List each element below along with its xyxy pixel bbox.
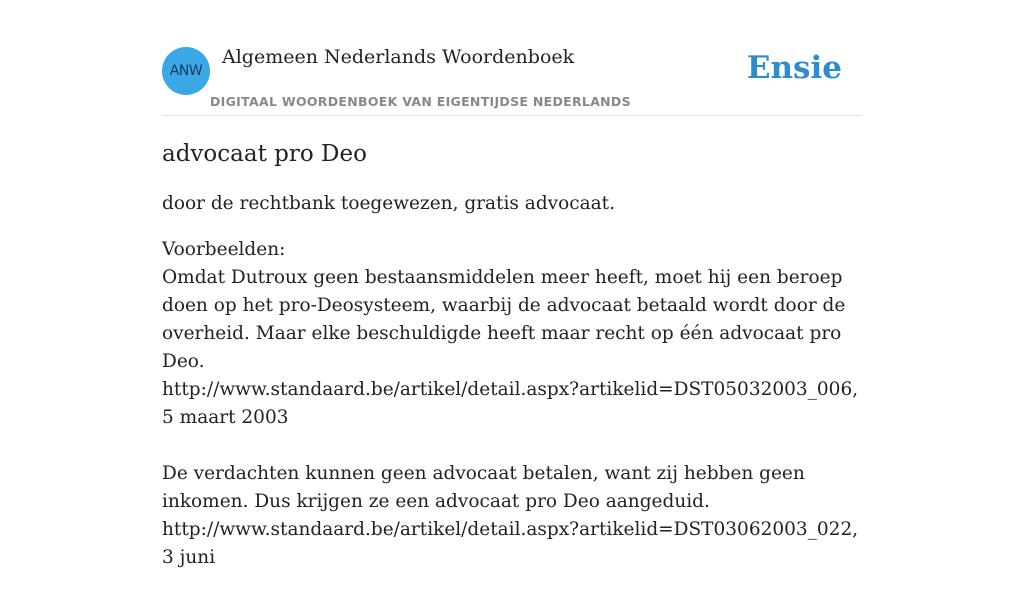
anw-logo[interactable]: ANW: [162, 47, 210, 95]
example-source: http://www.standaard.be/artikel/detail.aspx?artikelid=DST05032003_006, 5 maart 2003: [162, 379, 859, 428]
example-item: [162, 264, 874, 432]
site-subtitle: DIGITAAL WOORDENBOEK VAN EIGENTIJDSE NEDERLANDS: [210, 94, 631, 109]
example-text: De verdachten kunnen geen advocaat betalen, want zij hebben geen inkomen. Dus krijgen ze een advocaat pro Deo aangeduid.: [162, 463, 805, 512]
example-text: Omdat Dutroux geen bestaansmiddelen meer heeft, moet hij een beroep doen op het pro-Deosysteem, waarbij de advocaat betaald wordt door de overheid. Maar elke beschuldigde heeft maar recht op één advocaat pro Deo.: [162, 267, 846, 372]
entry-term: advocaat pro Deo: [162, 141, 367, 167]
examples-section: [162, 236, 874, 572]
ensie-brand-logo[interactable]: Ensie: [746, 50, 842, 86]
example-source: http://www.standaard.be/artikel/detail.aspx?artikelid=DST03062003_022, 3 juni: [162, 519, 859, 568]
examples-label: Voorbeelden:: [162, 239, 286, 260]
entry-content: [162, 138, 874, 600]
site-title[interactable]: Algemeen Nederlands Woordenboek: [222, 46, 575, 68]
entry-definition: door de rechtbank toegewezen, gratis advocaat.: [162, 193, 615, 214]
site-header: [162, 0, 862, 116]
example-item: [162, 460, 874, 572]
